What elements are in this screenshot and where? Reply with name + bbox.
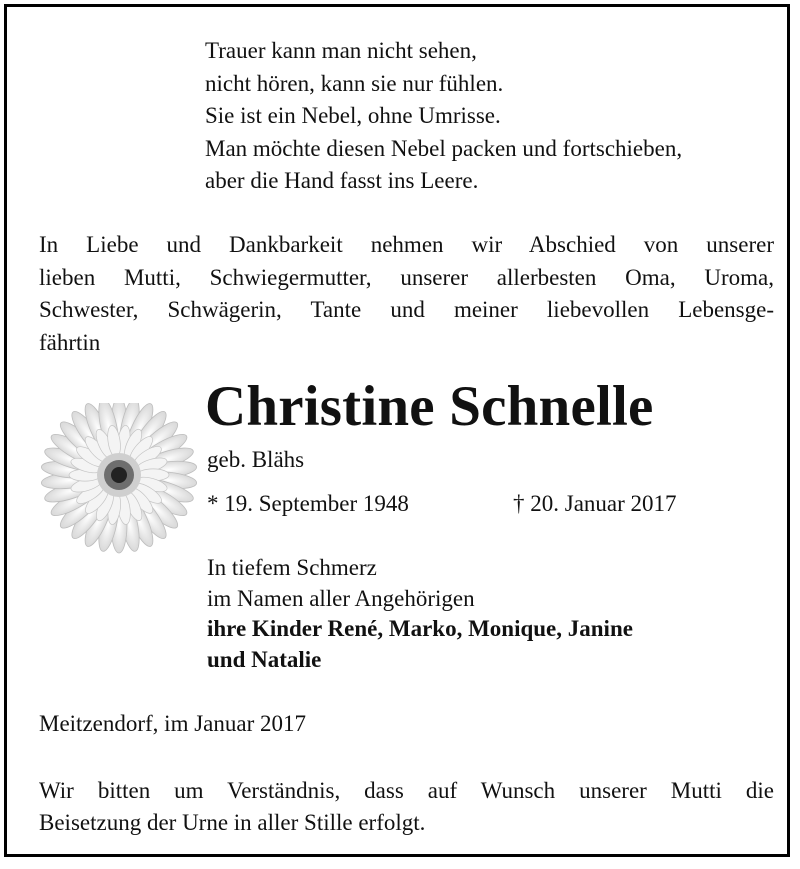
poem [205, 35, 682, 198]
poem-line: Sie ist ein Nebel, ohne Umrisse. [205, 103, 501, 128]
deceased-name: Christine Schnelle [205, 375, 654, 438]
children-names: und Natalie [207, 646, 322, 672]
poem-line: aber die Hand fasst ins Leere. [205, 168, 479, 193]
request-paragraph [39, 775, 774, 839]
death-date: † 20. Januar 2017 [513, 491, 677, 516]
place-date: Meitzendorf, im Januar 2017 [39, 711, 306, 736]
intro-line: In Liebe und Dankbarkeit nehmen wir Abschied von unserer [39, 232, 774, 257]
birth-date: * 19. September 1948 [207, 491, 409, 516]
poem-line: nicht hören, kann sie nur fühlen. [205, 70, 504, 96]
poem-line: Trauer kann man nicht sehen, [205, 38, 477, 63]
obituary-frame [4, 4, 790, 857]
children-names: ihre Kinder René, Marko, Monique, Janine [207, 616, 633, 641]
mourners-block [207, 553, 633, 675]
poem-line: Man möchte diesen Nebel packen und fortschieben, [205, 135, 683, 161]
request-line: Beisetzung der Urne in aller Stille erfolgt. [39, 810, 426, 835]
intro-paragraph [39, 229, 774, 359]
request-line: Wir bitten um Verständnis, dass auf Wunsch unserer Mutti die [39, 778, 774, 803]
gerbera-flower-icon [37, 403, 199, 559]
intro-line: lieben Mutti, Schwiegermutter, unserer allerbesten Oma, Uroma, [39, 264, 774, 290]
maiden-name: geb. Blähs [207, 447, 305, 472]
intro-line: Schwester, Schwägerin, Tante und meiner liebevollen Lebensge- [39, 297, 774, 322]
intro-line: fährtin [39, 329, 101, 355]
mourners-line: In tiefem Schmerz [207, 555, 377, 580]
mourners-line: im Namen aller Angehörigen [207, 585, 475, 611]
